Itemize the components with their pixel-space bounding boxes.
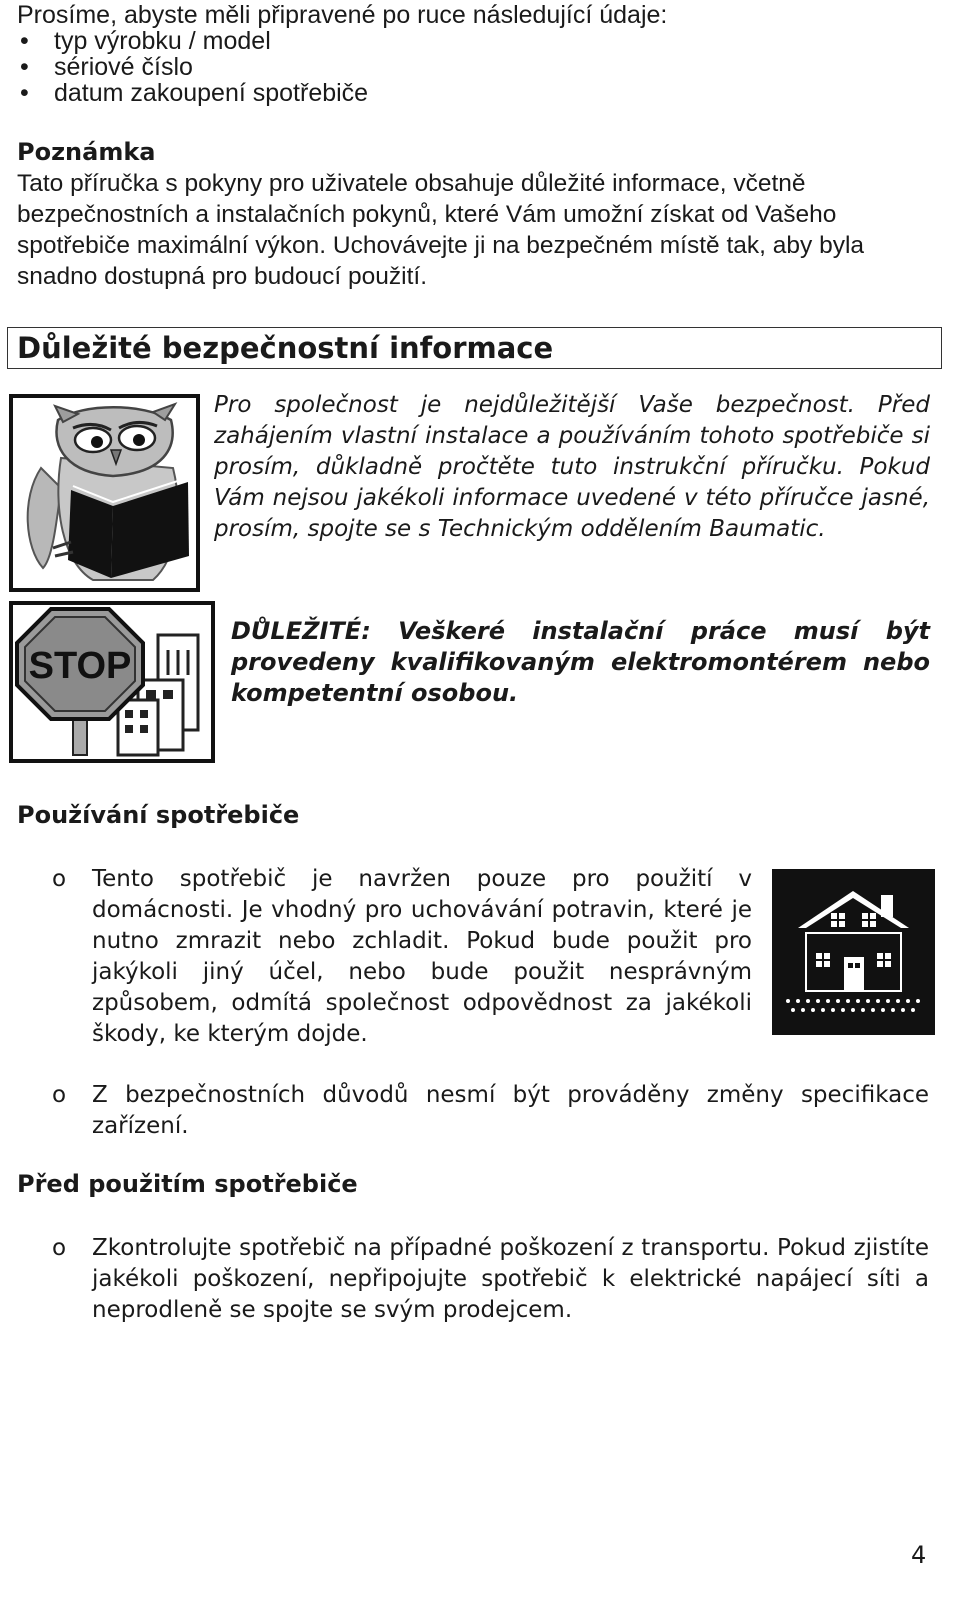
owl-illustration xyxy=(13,398,196,588)
bullet-glyph: o xyxy=(52,1235,67,1261)
list-item-text: Zkontrolujte spotřebič na případné poškození z transportu. Pokud zjistíte jakékoli poškození, nepřipojujte spotřebič k elektrické napájecí síti a neprodleně se spojte se svým prodejcem. xyxy=(92,1235,929,1323)
list-item-text: Z bezpečnostních důvodů nesmí být prováděny změny specifikace zařízení. xyxy=(92,1082,929,1139)
list-item-text: sériové číslo xyxy=(54,53,193,81)
house-icon xyxy=(772,869,935,1035)
bullet-glyph: • xyxy=(20,27,29,55)
list-item xyxy=(52,864,752,1054)
list-item xyxy=(52,1080,929,1150)
safety-heading-box xyxy=(7,327,942,369)
stop-sign-text: STOP xyxy=(28,645,132,687)
stop-illustration xyxy=(13,605,211,759)
intro-list xyxy=(17,28,667,106)
bullet-glyph: o xyxy=(52,1082,67,1108)
before-use-heading: Před použitím spotřebiče xyxy=(17,1170,358,1198)
list-item-text: typ výrobku / model xyxy=(54,27,271,55)
house-illustration xyxy=(776,873,931,1031)
list-item xyxy=(17,54,667,80)
intro-block xyxy=(17,2,667,106)
note-body: Tato příručka s pokyny pro uživatele obsahuje důležité informace, včetně bezpečnostních a instalačních pokynů, které Vám umožní získat od Vašeho spotřebiče maximální výkon. Uchovávejte ji na bezpečném místě tak, aby byla snadno dostupná pro budoucí použití. xyxy=(17,170,865,290)
bullet-glyph: o xyxy=(52,866,67,892)
usage-heading: Používání spotřebiče xyxy=(17,801,300,829)
list-item-text: datum zakoupení spotřebiče xyxy=(54,79,369,107)
safety-intro: Pro společnost je nejdůležitější Vaše bezpečnost. Před zahájením vlastní instalace a používáním tohoto spotřebiče si prosím, důkladně pročtěte tuto instrukční příručku. Pokud Vám nejsou jakékoli informace uvedené v této příručce jasné, prosím, spojte se s Technickým oddělením Baumatic. xyxy=(214,392,930,542)
stop-sign-icon xyxy=(9,601,215,763)
page-number: 4 xyxy=(911,1541,927,1569)
intro-lead: Prosíme, abyste měli připravené po ruce následující údaje: xyxy=(17,1,668,29)
safety-heading: Důležité bezpečnostní informace xyxy=(17,331,554,365)
list-item xyxy=(17,28,667,54)
important-warning: DŮLEŽITÉ: Veškeré instalační práce musí být provedeny kvalifikovaným elektromontérem nebo kompetentní osobou. xyxy=(231,617,930,707)
list-item xyxy=(17,80,667,106)
bullet-glyph: • xyxy=(20,53,29,81)
owl-reading-book-icon xyxy=(9,394,200,592)
list-item xyxy=(52,1233,929,1363)
bullet-glyph: • xyxy=(20,79,29,107)
list-item-text: Tento spotřebič je navržen pouze pro použití v domácnosti. Je vhodný pro uchovávání potravin, které je nutno zmrazit nebo zchladit. Pokud bude použit pro jakýkoli jiný účel, nebo bude použit nesprávným způsobem, odmítá společnost odpovědnost za jakékoli škody, ke kterým dojde. xyxy=(92,866,752,1047)
note-title: Poznámka xyxy=(17,138,156,166)
